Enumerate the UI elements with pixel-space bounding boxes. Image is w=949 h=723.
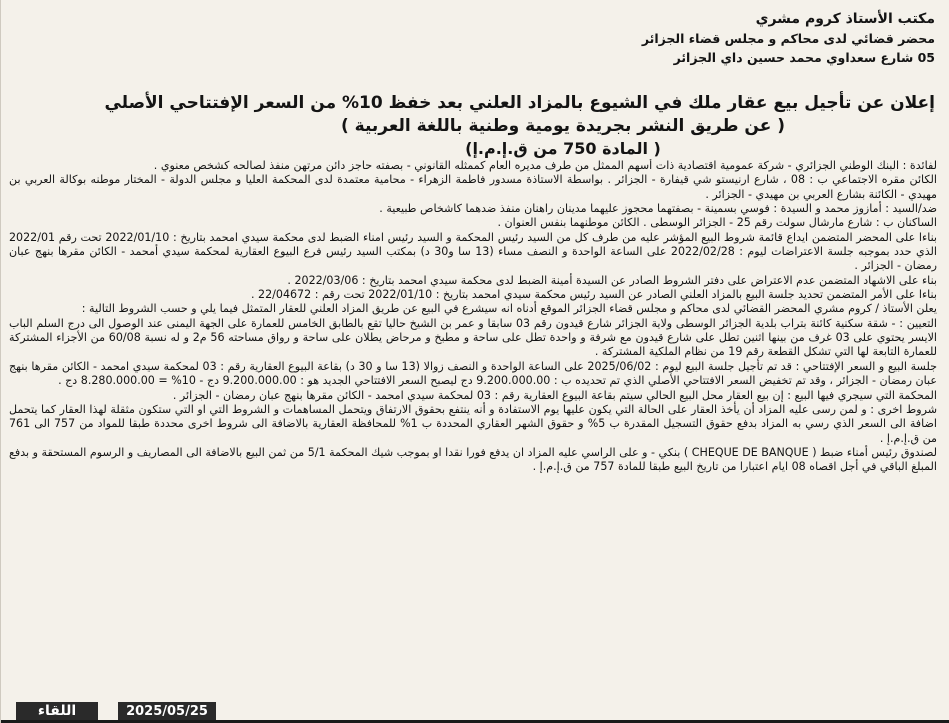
headline-title: إعلان عن تأجيل بيع عقار ملك في الشيوع بالمزاد العلني بعد خفظ 10% من السعر الإفتتاحي الأصلي [104,93,935,113]
office-title: محضر قضائي لدى محاكم و مجلس قضاء الجزائر [641,31,935,46]
paragraph-sale-order: بناءا على الأمر المتضمن تحديد جلسة البيع بالمزاد العلني الصادر عن السيد رئيس محكمة سيدي امحمد بتاريخ : 2022/01/10 تحت رقم : 22/04672 . [250,288,937,302]
page-footer [1,695,949,723]
paragraph-property-description: التعيين : - شقة سكنية كائنة بتراب بلدية الجزائر الوسطى ولاية الجزائر شارع قيدون رقم 03 سابقا و عمر بن الشيخ حاليا تقع بالطابق الخامس للعمارة على الجهة اليمنى عند الوصول الى درج السلم الباب الايسر يحتوي على 03 غرف من بينها اثنين تطل على شارع قيدون مع شرفة و واحدة تطل على ساحة و مطبخ و مرحاض يطلان على ساحة و رواق مساحته 56 م2 و له نسبة 60/08 من الأجزاء المشتركة للعمارة التابعة لها التي تشكل القطعة رقم 19 من نظام الملكية المشتركة . [9,316,937,359]
notice-body [9,159,937,674]
office-address: 05 شارع سعداوي محمد حسين داي الجزائر [673,50,935,65]
notice-headline [104,92,935,159]
paragraph-other-conditions: شروط اخرى : و لمن رسى عليه المزاد أن يأخذ العقار على الحالة التي يكون عليها يوم الاستفادة و أنه ينتفع بحقوق الارتفاق ويتحمل المساهمات و الشروط التي او التي ستكون مثقلة لهذا العقار كما يتحمل اضافة الى السعر الذي رسي به المزاد بدفع حقوق التسجيل المقدرة ب 5% و حقوق الشهر العقاري المحددة ب 1% للمحافظة العقارية بالاضافة الى شروط اخرى محددة طبقا للمواد من 757 الى 761 من ق.إ.م.إ . [9,402,937,445]
paragraph-conditions-filing: بناءا على المحضر المتضمن ايداع قائمة شروط البيع المؤشر عليه من طرف كل من السيد رئيس المحكمة و السيد رئيس امناء الضبط لدى محكمة سيدي امحمد بتاريخ : 2022/01/10 تحت رقم 2022/01 الذي حدد بموجبه جلسة الاعتراضات ليوم : 2022/02/28 على الساعة الواحدة و النصف مساء (13 سا و30 د) بمكتب السيد رئيس فرع البيوع العقارية لمحكمة سيدي أمحمد - الكائن مقرها بنهج عبان رمضان - الجزائر . [9,230,937,273]
paragraph-payment: لصندوق رئيس أمناء ضبط ( CHEQUE DE BANQUE ) بنكي - و على الراسي عليه المزاد ان يدفع فورا نقدا او بموجب شيك المحكمة 5/1 من ثمن البيع بالاضافة الى المصاريف و الرسوم المستحقة و بدفع المبلغ الباقي في أجل اقصاه 08 ايام اعتبارا من تاريخ البيع طبقا للمادة 757 من ق.إ.م.إ . [9,445,937,474]
paragraph-debtors: ضد/السيد : أمازوز محمد و السيدة : فوسي بسمينة - بصفتهما محجوز عليهما مدينان راهنان منفذ ضدهما كاشخاص طبيعية . [379,202,937,216]
paragraph-debtors-address: الساكنان ب : شارع مارشال سولت رقم 25 - الجزائر الوسطى . الكائن موطنهما بنفس العنوان . [497,216,937,230]
paragraph-no-objection: بناء على الاشهاد المتضمن عدم الاعتراض على دفتر الشروط الصادر عن السيدة أمينة الضبط لدى محكمة سيدي امحمد بتاريخ : 2022/03/06 . [287,273,937,287]
paragraph-beneficiary: لفائدة : البنك الوطني الجزائري - شركة عمومية اقتصادية ذات أسهم الممثل من طرف مديره العام كممثله القانوني - بصفته حاجز دائن مرتهن منفذ لصالحه كشخص معنوي . [153,159,937,172]
headline-article: ( المادة 750 من ق.إ.م.إ) [465,139,661,158]
bailiff-office-header [335,10,935,67]
newspaper-name-badge: اللقاء [16,702,98,721]
paragraph-announcement: يعلن الأستاذ / كروم مشري المحضر القضائي لدى محاكم و مجلس قضاء الجزائر الموقع أدناه انه سيشرع في البيع عن طريق المزاد العلني للعقار المتمثل فيما يلي و حسب الشروط التالية : [81,302,937,316]
paragraph-court: المحكمة التي سيجري فيها البيع : إن بيع العقار محل البيع الحالي سيتم بقاعة البيوع العقارية رقم : 03 لمحكمة سيدي امحمد - الكائن مقرها بنهج عبان رمضان - الجزائر . [172,388,937,402]
paragraph-session-and-price: جلسة البيع و السعر الإفتتاحي : قد تم تأجيل جلسة البيع ليوم : 2025/06/02 على الساعة الواحدة و النصف زوالا (13 سا و 30 د) بقاعة البيوع العقارية رقم : 03 لمحكمة سيدي امحمد - الكائن مقرها بنهج عبان رمضان - الجزائر ، وقد تم تخفيض السعر الافتتاحي الأصلي الذي تم تحديده ب : 9.200.000.00 دج ليصبح السعر الافتتاحي الجديد هو : 9.200.000.00 دج - 10% = 8.280.000.00 دج . [9,359,937,388]
office-name: مكتب الأستاذ كروم مشري [755,11,935,27]
publication-date-badge: 2025/05/25 [118,702,216,721]
headline-subtitle: ( عن طريق النشر بجريدة يومية وطنية باللغة العربية ) [340,116,786,136]
paragraph-beneficiary-address: الكائن مقره الاجتماعي ب : 08 ، شارع ارنيستو شي قيفارة - الجزائر . بواسطة الاستاذة مسدور فاطمة الزهراء - محامية معتمدة لدى المحكمة العليا و مجلس الدولة - المختار موطنه بوكالة العربي بن مهيدي - الكائنة بشارع العربي بن مهيدي - الجزائر . [9,173,937,201]
